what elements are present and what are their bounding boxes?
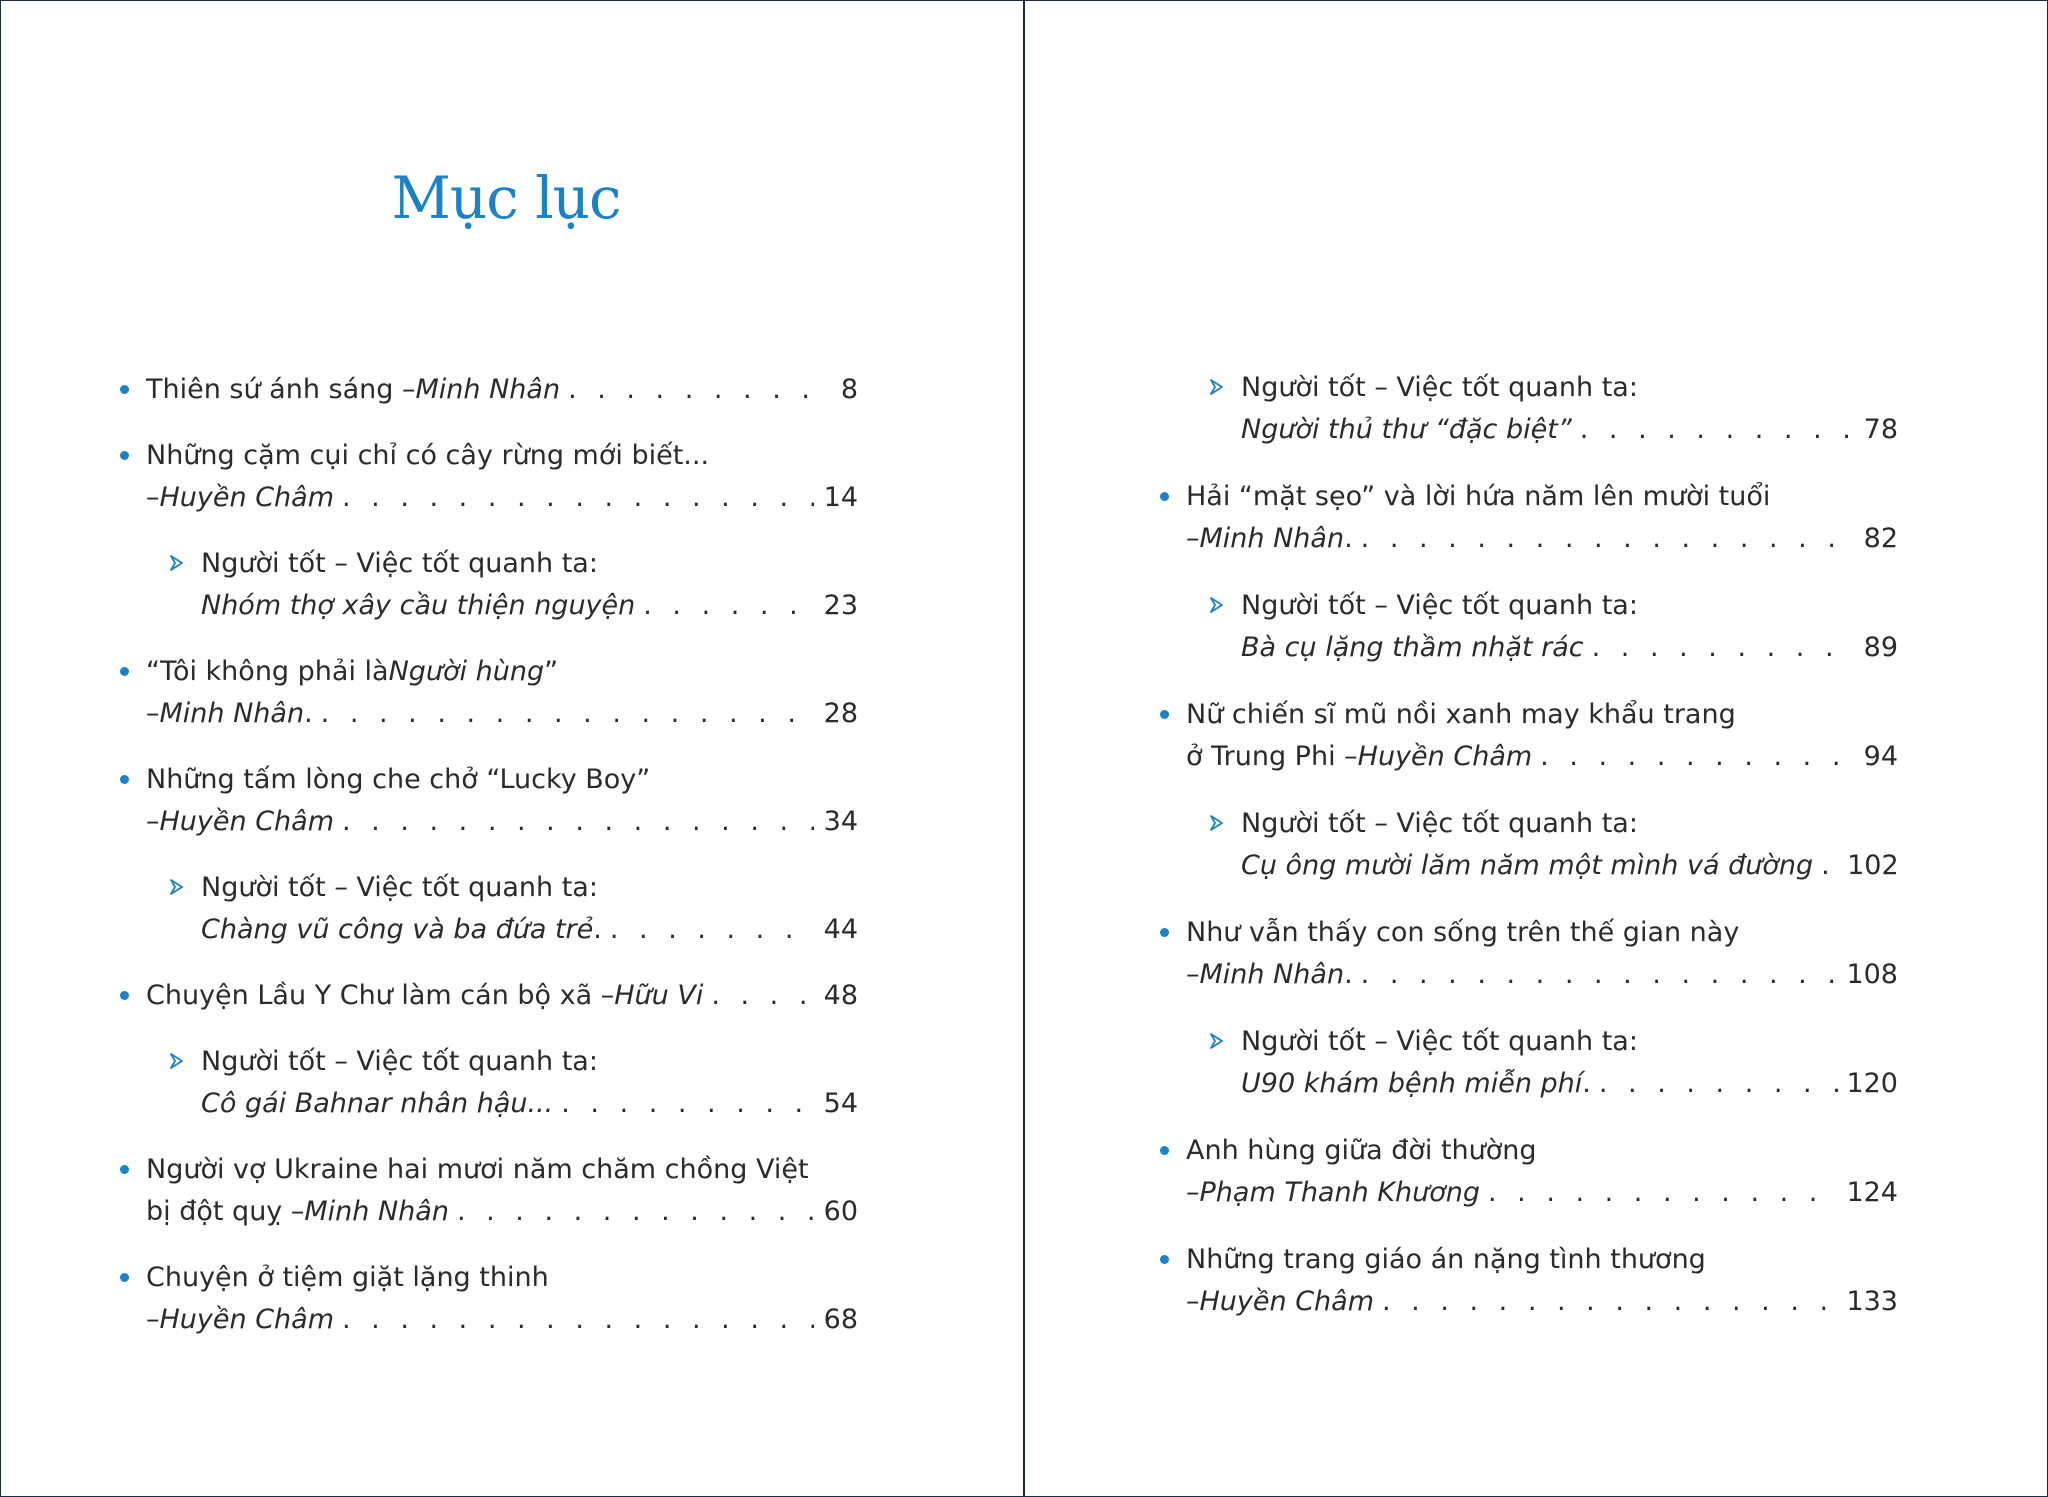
entry-author: Hữu Vi	[614, 980, 704, 1011]
entry-suffix: ”	[544, 656, 559, 687]
toc-line	[201, 909, 858, 951]
entry-text: –	[1186, 1286, 1200, 1317]
page-number: 60	[823, 1196, 858, 1227]
entry-text: –	[146, 698, 160, 729]
toc-line	[1241, 845, 1898, 887]
toc-line	[146, 477, 858, 519]
toc-line	[201, 1041, 858, 1083]
chevron-right-icon	[167, 1048, 187, 1074]
toc-subentry[interactable]	[201, 1041, 858, 1125]
page-number: 34	[823, 806, 858, 837]
entry-author: Nhóm thợ xây cầu thiện nguyện	[201, 590, 636, 621]
toc-subentry[interactable]	[1241, 803, 1898, 887]
toc-subentry[interactable]	[1241, 585, 1898, 669]
entry-author: Huyền Châm	[159, 482, 335, 513]
entry-author: Huyền Châm	[1199, 1286, 1375, 1317]
entry-text: –	[146, 482, 160, 513]
toc-entry[interactable]	[146, 651, 858, 735]
toc-line	[201, 585, 858, 627]
toc-line	[1186, 954, 1898, 996]
toc-line	[1241, 367, 1898, 409]
page-number: 89	[1863, 632, 1898, 663]
entry-author: Huyền Châm	[159, 1304, 335, 1335]
toc-line	[1186, 1130, 1898, 1172]
entry-text: Chuyện Lầu Y Chư làm cán bộ xã –	[146, 980, 615, 1011]
chevron-right-icon	[1207, 810, 1227, 836]
toc-line	[1186, 476, 1898, 518]
bullet-dot-icon	[1160, 710, 1169, 719]
toc-line	[146, 975, 858, 1017]
dot-leader	[610, 909, 814, 951]
toc-entry[interactable]	[146, 975, 858, 1017]
entry-text: bị đột quỵ –	[146, 1196, 305, 1227]
entry-suffix: .	[1344, 523, 1353, 554]
entry-suffix: .	[1344, 959, 1353, 990]
entry-author: Minh Nhân	[304, 1196, 449, 1227]
dot-leader	[321, 693, 814, 735]
toc-line	[1186, 1172, 1898, 1214]
entry-text: –	[1186, 959, 1200, 990]
bullet-dot-icon	[120, 775, 129, 784]
page-number: 54	[823, 1088, 858, 1119]
bullet-dot-icon	[120, 385, 129, 394]
page-number: 94	[1863, 741, 1898, 772]
entry-text: Anh hùng giữa đời thường	[1186, 1135, 1537, 1166]
entry-author: Phạm Thanh Khương	[1199, 1177, 1480, 1208]
entry-author: Cụ ông mười lăm năm một mình vá đường	[1241, 850, 1814, 881]
book-spine	[1023, 1, 1025, 1496]
toc-entry[interactable]	[146, 435, 858, 519]
toc-line	[146, 369, 858, 411]
toc-line	[146, 801, 858, 843]
toc-line	[1186, 1239, 1898, 1281]
bullet-dot-icon	[1160, 1146, 1169, 1155]
entry-text: Người tốt – Việc tốt quanh ta:	[1241, 808, 1638, 839]
toc-entry[interactable]	[1186, 694, 1898, 778]
entry-text: ở Trung Phi –	[1186, 741, 1358, 772]
entry-author: Minh Nhân	[1199, 959, 1345, 990]
page-number: 44	[823, 914, 858, 945]
toc-entry[interactable]	[1186, 1130, 1898, 1214]
toc-subentry[interactable]	[201, 543, 858, 627]
entry-author: Chàng vũ công và ba đứa trẻ	[201, 914, 594, 945]
entry-suffix: .	[304, 698, 313, 729]
page-number: 23	[823, 590, 858, 621]
entry-author: Người thủ thư “đặc biệt”	[1241, 414, 1572, 445]
dot-leader	[1361, 518, 1854, 560]
bullet-dot-icon	[1160, 1255, 1169, 1264]
bullet-dot-icon	[1160, 928, 1169, 937]
toc-left-column	[146, 369, 858, 1341]
toc-line	[146, 435, 858, 477]
page-number: 82	[1863, 523, 1898, 554]
toc-line	[1241, 627, 1898, 669]
toc-line	[1186, 694, 1898, 736]
toc-line	[1241, 1021, 1898, 1063]
entry-text: Người tốt – Việc tốt quanh ta:	[1241, 1026, 1638, 1057]
dot-leader	[1821, 845, 1841, 887]
toc-line	[1241, 803, 1898, 845]
toc-line	[146, 759, 858, 801]
entry-author: Bà cụ lặng thầm nhặt rác	[1241, 632, 1584, 663]
entry-text: Người tốt – Việc tốt quanh ta:	[201, 1046, 598, 1077]
toc-line	[146, 651, 858, 693]
entry-text: Người tốt – Việc tốt quanh ta:	[1241, 590, 1638, 621]
toc-line	[201, 543, 858, 585]
toc-line	[1186, 518, 1898, 560]
toc-line	[146, 1191, 858, 1233]
page-number: 68	[823, 1304, 858, 1335]
entry-suffix: .	[593, 914, 602, 945]
dot-leader	[1592, 627, 1854, 669]
entry-text: –	[146, 1304, 160, 1335]
chevron-right-icon	[167, 550, 187, 576]
entry-text: –	[146, 806, 160, 837]
entry-text: Hải “mặt sẹo” và lời hứa năm lên mười tuổi	[1186, 481, 1771, 512]
page-number: 133	[1846, 1286, 1898, 1317]
toc-entry[interactable]	[146, 1257, 858, 1341]
toc-subentry[interactable]	[1241, 1021, 1898, 1105]
entry-author: Huyền Châm	[159, 806, 335, 837]
entry-text: –	[1186, 523, 1200, 554]
dot-leader	[1540, 736, 1854, 778]
entry-author: Huyền Châm	[1357, 741, 1533, 772]
dot-leader	[1599, 1063, 1841, 1105]
toc-line	[201, 1083, 858, 1125]
entry-text: Người tốt – Việc tốt quanh ta:	[201, 872, 598, 903]
toc-line	[146, 1257, 858, 1299]
entry-author: Minh Nhân	[415, 374, 561, 405]
page-number: 102	[1847, 850, 1899, 881]
page-number: 78	[1863, 414, 1898, 445]
page-number: 124	[1846, 1177, 1898, 1208]
dot-leader	[561, 1083, 814, 1125]
page-number: 14	[823, 482, 858, 513]
chevron-right-icon	[1207, 1028, 1227, 1054]
entry-text: Thiên sứ ánh sáng –	[146, 374, 416, 405]
dot-leader	[457, 1191, 814, 1233]
toc-entry[interactable]	[146, 759, 858, 843]
entry-text: Những cặm cụi chỉ có cây rừng mới biết...	[146, 440, 710, 471]
page-title: Mục lục	[391, 164, 621, 232]
toc-line	[1186, 912, 1898, 954]
toc-line	[1241, 409, 1898, 451]
page-number: 120	[1846, 1068, 1898, 1099]
toc-line	[146, 1299, 858, 1341]
entry-suffix: .	[1582, 1068, 1591, 1099]
chevron-right-icon	[1207, 374, 1227, 400]
toc-line	[146, 693, 858, 735]
entry-text: Người vợ Ukraine hai mươi năm chăm chồng Việt	[146, 1154, 809, 1185]
page-number: 8	[840, 374, 858, 405]
entry-text: Những tấm lòng che chở “Lucky Boy”	[146, 764, 651, 795]
entry-text: Nữ chiến sĩ mũ nồi xanh may khẩu trang	[1186, 699, 1736, 730]
entry-text: Người tốt – Việc tốt quanh ta:	[201, 548, 598, 579]
entry-text: Người tốt – Việc tốt quanh ta:	[1241, 372, 1638, 403]
toc-entry[interactable]	[146, 369, 858, 411]
bullet-dot-icon	[120, 667, 129, 676]
toc-subentry[interactable]	[1241, 367, 1898, 451]
bullet-dot-icon	[1160, 492, 1169, 501]
toc-line	[1241, 1063, 1898, 1105]
toc-right-column	[1186, 367, 1898, 1323]
entry-author: Người hùng	[388, 656, 545, 687]
dot-leader	[1580, 409, 1854, 451]
dot-leader	[342, 801, 814, 843]
entry-author: Minh Nhân	[1199, 523, 1345, 554]
dot-leader	[1488, 1172, 1840, 1214]
entry-text: Như vẫn thấy con sống trên thế gian này	[1186, 917, 1740, 948]
toc-subentry[interactable]	[201, 867, 858, 951]
entry-text: Chuyện ở tiệm giặt lặng thinh	[146, 1262, 549, 1293]
dot-leader	[568, 369, 814, 411]
chevron-right-icon	[1207, 592, 1227, 618]
toc-entry[interactable]	[1186, 476, 1898, 560]
page-number: 28	[823, 698, 858, 729]
toc-line	[146, 1149, 858, 1191]
dot-leader	[1382, 1281, 1840, 1323]
chevron-right-icon	[167, 874, 187, 900]
page-number: 48	[823, 980, 858, 1011]
toc-line	[201, 867, 858, 909]
dot-leader	[342, 477, 814, 519]
bullet-dot-icon	[120, 991, 129, 1000]
bullet-dot-icon	[120, 1273, 129, 1282]
dot-leader	[711, 975, 814, 1017]
toc-entry[interactable]	[146, 1149, 858, 1233]
dot-leader	[643, 585, 814, 627]
bullet-dot-icon	[120, 1165, 129, 1174]
entry-text: –	[1186, 1177, 1200, 1208]
entry-text: “Tôi không phải là	[146, 656, 389, 687]
toc-line	[1186, 736, 1898, 778]
toc-line	[1241, 585, 1898, 627]
toc-entry[interactable]	[1186, 912, 1898, 996]
dot-leader	[1361, 954, 1841, 996]
toc-entry[interactable]	[1186, 1239, 1898, 1323]
dot-leader	[342, 1299, 814, 1341]
entry-author: Minh Nhân	[159, 698, 305, 729]
entry-text: Những trang giáo án nặng tình thương	[1186, 1244, 1706, 1275]
entry-author: U90 khám bệnh miễn phí	[1241, 1068, 1583, 1099]
bullet-dot-icon	[120, 451, 129, 460]
entry-author: Cô gái Bahnar nhân hậu...	[201, 1088, 554, 1119]
toc-line	[1186, 1281, 1898, 1323]
page-number: 108	[1846, 959, 1898, 990]
